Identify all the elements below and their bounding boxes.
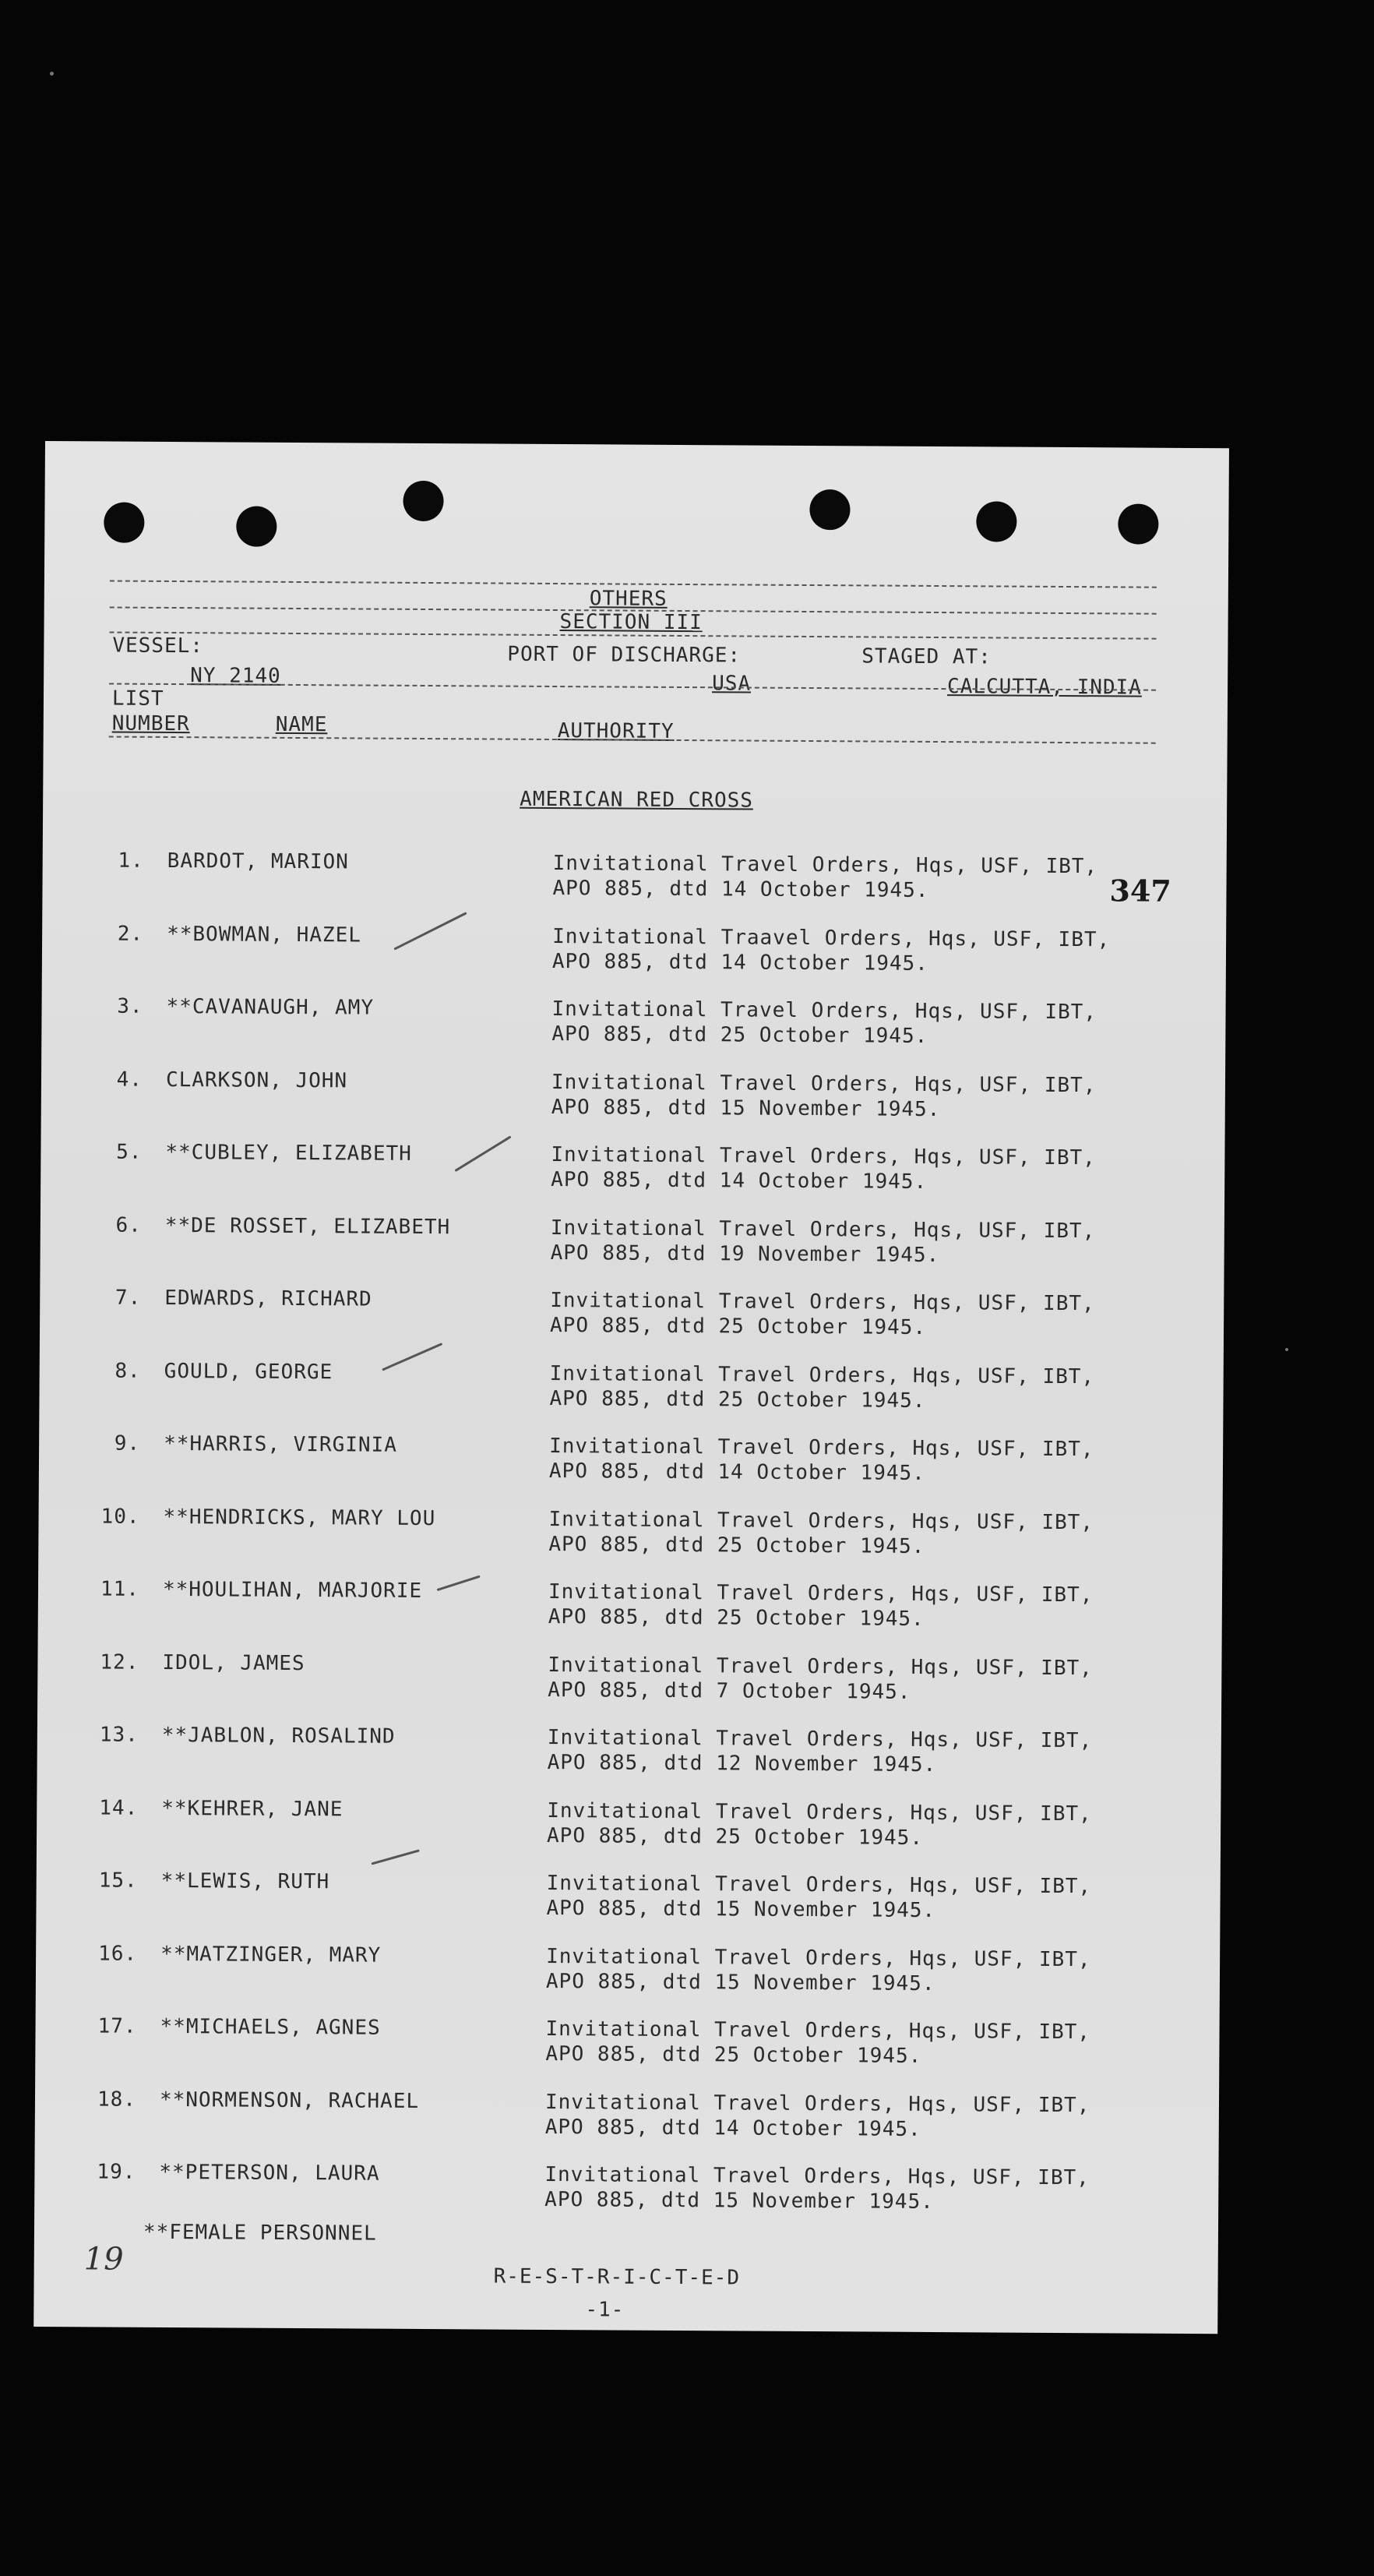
- punch-hole: [403, 481, 443, 521]
- entry-authority-line2: APO 885, dtd 14 October 1945.: [552, 876, 929, 902]
- entry-name: **CUBLEY, ELIZABETH: [165, 1140, 412, 1166]
- punch-hole: [1118, 503, 1158, 544]
- port-value: USA: [712, 672, 752, 696]
- background-speck: [50, 72, 54, 76]
- entry-name: CLARKSON, JOHN: [165, 1067, 348, 1093]
- classification: R-E-S-T-R-I-C-T-E-D: [493, 2264, 741, 2290]
- entry-authority-line2: APO 885, dtd 15 November 1945.: [551, 1095, 941, 1122]
- number-label: NUMBER: [111, 711, 190, 736]
- entry-authority-line1: Invitational Travel Orders, Hqs, USF, IBT,: [550, 1216, 1096, 1244]
- list-item: [41, 993, 1225, 1063]
- entry-authority-line2: APO 885, dtd 25 October 1945.: [551, 1022, 928, 1048]
- entry-authority-line2: APO 885, dtd 25 October 1945.: [548, 1532, 925, 1558]
- entry-number: 19.: [97, 2160, 136, 2184]
- entry-name: **HARRIS, VIRGINIA: [164, 1431, 397, 1457]
- entry-number: 12.: [100, 1650, 139, 1674]
- entry-number: 17.: [97, 2014, 137, 2038]
- punch-hole: [236, 506, 277, 547]
- entry-authority-line2: APO 885, dtd 25 October 1945.: [546, 1823, 924, 1850]
- organization-heading: AMERICAN RED CROSS: [520, 787, 754, 813]
- list-label: LIST: [111, 686, 164, 711]
- entry-authority-line1: Invitational Travel Orders, Hqs, USF, IBT,: [548, 1579, 1094, 1607]
- list-item: [36, 1941, 1220, 2010]
- list-item: [40, 1285, 1224, 1354]
- list-item: [42, 848, 1226, 917]
- list-item: [37, 1795, 1221, 1865]
- vessel-label: VESSEL:: [112, 633, 204, 658]
- entry-authority-line1: Invitational Travel Orders, Hqs, USF, IBT,: [552, 851, 1098, 879]
- entry-authority-line2: APO 885, dtd 15 November 1945.: [546, 1896, 936, 1923]
- entry-name: IDOL, JAMES: [162, 1650, 305, 1676]
- entry-authority-line1: Invitational Travel Orders, Hqs, USF, IBT,: [549, 1361, 1095, 1389]
- entry-authority-line2: APO 885, dtd 15 November 1945.: [544, 2187, 934, 2214]
- entry-number: 13.: [99, 1723, 139, 1747]
- entry-name: **BOWMAN, HAZEL: [167, 922, 362, 947]
- name-label: NAME: [275, 712, 328, 737]
- entry-name: **MICHAELS, AGNES: [160, 2014, 381, 2040]
- vessel-value: NY 2140: [190, 664, 281, 688]
- entry-authority-line1: Invitational Traavel Orders, Hqs, USF, IBT,: [552, 924, 1111, 952]
- staged-label: STAGED AT:: [861, 644, 992, 669]
- entry-number: 2.: [117, 922, 144, 946]
- stamp-number: 347: [1109, 873, 1171, 909]
- document-page: [33, 441, 1229, 2334]
- entry-number: 4.: [116, 1067, 143, 1092]
- entry-number: 15.: [98, 1868, 138, 1893]
- entry-number: 18.: [97, 2087, 137, 2112]
- entry-authority-line1: Invitational Travel Orders, Hqs, USF, IBT,: [548, 1507, 1094, 1535]
- entry-number: 14.: [99, 1796, 139, 1820]
- entry-number: 16.: [98, 1942, 138, 1966]
- entry-authority-line2: APO 885, dtd 14 October 1945.: [548, 1459, 925, 1485]
- entry-name: EDWARDS, RICHARD: [164, 1286, 372, 1311]
- list-item: [35, 2087, 1219, 2156]
- entry-authority-line2: APO 885, dtd 14 October 1945.: [551, 949, 928, 976]
- list-item: [38, 1576, 1222, 1646]
- entry-authority-line1: Invitational Travel Orders, Hqs, USF, IBT,: [548, 1653, 1093, 1681]
- list-item: [40, 1212, 1224, 1282]
- entry-name: GOULD, GEORGE: [164, 1359, 333, 1385]
- entry-number: 11.: [100, 1577, 140, 1601]
- list-item: [41, 1139, 1224, 1209]
- page-number: -1-: [585, 2298, 625, 2322]
- entry-authority-line2: APO 885, dtd 7 October 1945.: [548, 1678, 911, 1704]
- background-speck: [1285, 1348, 1288, 1351]
- entry-authority-line2: APO 885, dtd 14 October 1945.: [544, 2115, 921, 2141]
- list-item: [42, 921, 1226, 990]
- list-item: [39, 1358, 1223, 1427]
- entry-name: **MATZINGER, MARY: [160, 1942, 382, 1967]
- entry-name: **CAVANAUGH, AMY: [166, 994, 375, 1020]
- list-item: [39, 1431, 1223, 1500]
- list-item: [41, 1067, 1225, 1136]
- entry-number: 8.: [114, 1359, 141, 1383]
- entry-authority-line2: APO 885, dtd 25 October 1945.: [549, 1386, 926, 1413]
- list-item: [36, 1868, 1220, 1937]
- staged-value: CALCUTTA, INDIA: [947, 675, 1142, 700]
- entry-authority-line1: Invitational Travel Orders, Hqs, USF, IBT,: [544, 2162, 1090, 2190]
- entry-name: **HENDRICKS, MARY LOU: [163, 1505, 436, 1531]
- header-others: OTHERS: [589, 587, 668, 611]
- entry-authority-line1: Invitational Travel Orders, Hqs, USF, IBT,: [549, 1434, 1094, 1462]
- entry-authority-line1: Invitational Travel Orders, Hqs, USF, IBT,: [545, 2017, 1091, 2045]
- entry-name: **KEHRER, JANE: [161, 1796, 344, 1822]
- entry-authority-line2: APO 885, dtd 25 October 1945.: [549, 1313, 927, 1339]
- entry-authority-line1: Invitational Travel Orders, Hqs, USF, IBT,: [551, 997, 1097, 1025]
- authority-label: AUTHORITY: [557, 719, 675, 743]
- entry-authority-line1: Invitational Travel Orders, Hqs, USF, IBT,: [550, 1288, 1095, 1316]
- entry-authority-line1: Invitational Travel Orders, Hqs, USF, IBT,: [547, 1798, 1092, 1826]
- entry-number: 7.: [114, 1286, 142, 1310]
- entry-number: 3.: [117, 994, 143, 1018]
- entry-authority-line2: APO 885, dtd 14 October 1945.: [551, 1167, 928, 1194]
- footnote: **FEMALE PERSONNEL: [143, 2220, 377, 2246]
- entry-authority-line2: APO 885, dtd 12 November 1945.: [547, 1750, 937, 1777]
- entry-name: **PETERSON, LAURA: [159, 2160, 380, 2186]
- entry-number: 10.: [100, 1505, 140, 1529]
- entry-number: 1.: [118, 849, 144, 873]
- list-item: [38, 1504, 1222, 1573]
- entry-name: **JABLON, ROSALIND: [161, 1723, 396, 1749]
- entry-authority-line2: APO 885, dtd 19 November 1945.: [550, 1240, 940, 1268]
- list-item: [35, 2013, 1219, 2083]
- entry-number: 5.: [116, 1140, 143, 1164]
- entry-name: **NORMENSON, RACHAEL: [159, 2087, 420, 2113]
- entry-name: **HOULIHAN, MARJORIE: [162, 1577, 423, 1603]
- entry-authority-line1: Invitational Travel Orders, Hqs, USF, IBT,: [546, 1944, 1091, 1972]
- punch-hole: [104, 502, 144, 542]
- entry-authority-line2: APO 885, dtd 15 November 1945.: [545, 1969, 935, 1996]
- header-section: SECTION III: [559, 610, 703, 635]
- entry-name: BARDOT, MARION: [167, 849, 349, 874]
- punch-hole: [809, 489, 850, 530]
- list-item: [37, 1650, 1221, 1719]
- punch-hole: [976, 501, 1016, 542]
- port-label: PORT OF DISCHARGE:: [507, 642, 742, 668]
- entry-name: **DE ROSSET, ELIZABETH: [164, 1213, 451, 1240]
- entry-authority-line1: Invitational Travel Orders, Hqs, USF, IBT,: [551, 1142, 1096, 1170]
- entry-authority-line1: Invitational Travel Orders, Hqs, USF, IBT,: [547, 1725, 1093, 1753]
- entry-authority-line1: Invitational Travel Orders, Hqs, USF, IBT,: [551, 1070, 1097, 1098]
- entry-name: **LEWIS, RUTH: [160, 1868, 330, 1894]
- entry-authority-line2: APO 885, dtd 25 October 1945.: [548, 1604, 925, 1631]
- entry-number: 6.: [115, 1213, 142, 1237]
- list-item: [37, 1722, 1221, 1791]
- entry-authority-line1: Invitational Travel Orders, Hqs, USF, IBT,: [546, 1871, 1092, 1899]
- entry-authority-line2: APO 885, dtd 25 October 1945.: [545, 2041, 922, 2068]
- entry-number: 9.: [114, 1431, 141, 1456]
- entry-authority-line1: Invitational Travel Orders, Hqs, USF, IBT,: [544, 2090, 1090, 2118]
- handwritten-mark: 19: [83, 2241, 124, 2278]
- list-item: [34, 2159, 1218, 2228]
